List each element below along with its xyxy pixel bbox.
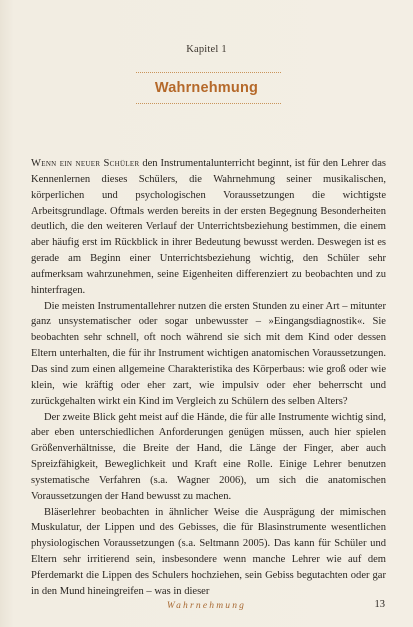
body-text: [31, 156, 386, 600]
title-rule-bottom: [136, 103, 281, 104]
title-rule-top: [136, 72, 281, 73]
page-number: 13: [374, 599, 385, 610]
chapter-title: Wahrnehmung: [154, 80, 259, 96]
paragraph-lead-in: Wenn ein neuer Schüler: [31, 158, 140, 169]
running-footer-title: Wahrnehmung: [166, 601, 247, 611]
paragraph-4: Bläserlehrer beobachten in ähnlicher Weise die Ausprägung der mimischen Muskulatur, der Lippen und des Gebisses, die für Blasinstrumente wesentlichen physiologischen Voraussetzungen (s.a. Seltmann 2005). Das kann für Schüler und Eltern sehr irritierend sein, insbesondere wenn manche Lehrer wie auf dem Pferdemarkt die Lippen des Schulers hochziehen, sein Gebiss begutachten oder gar in den Mund hineingreifen – was in dieser: [31, 506, 386, 597]
paragraph-2: Die meisten Instrumentallehrer nutzen die ersten Stunden zu einer Art – mitunter ganz unsystematischer oder sogar unbewusster – »Eingangsdiagnostik«. Sie beobachten sehr schnell, oft noch während sie sich mit dem Kind oder dessen Eltern unterhalten, die für ihr Instrument wichtigen anatomischen Voraussetzungen. Das sind zum einen allgemeine Charakteristika des Körperbaus: wie groß oder wie klein, wie kräftig oder eher zart, wie impulsiv oder eher beherrscht und zurückgehalten wirkt ein Kind im Vergleich zu Schülern des selben Alters?: [31, 300, 386, 407]
paragraph-3: Der zweite Blick geht meist auf die Hände, die für alle Instrumente wichtig sind, aber eben unterschiedlichen Anforderungen genügen müssen, auch hier spielen Größenverhältnisse, die Breite der Hand, die Länge der Finger, aber auch Spreizfähigkeit, Beweglichkeit und Kraft eine Rolle. Einige Lehrer benutzen systematische Verfahren (s.a. Wagner 2006), um sich die anatomischen Voraussetzungen der Hand bewusst zu machen.: [31, 411, 386, 502]
paragraph-1-text: den Instrumentalunterricht beginnt, ist für den Lehrer das Kennenlernen dieses Schülers, die Wahrnehmung seiner musikalischen, körperlichen und psychologischen Voraussetzungen die wichtigste Arbeitsgrundlage. Oftmals werden bereits in der ersten Begegnung Besonderheiten deutlich, die den weiteren Verlauf der Unterrichtsbeziehung bestimmen, die einem aber häufig erst im Rückblick in ihrer Bedeutung bewusst werden. Deswegen ist es gerade am Beginn einer Unterrichtsbeziehung wichtig, den Schüler sehr aufmerksam wahrzunehmen, seine Eigenheiten differenziert zu beobachten und zu hinterfragen.: [31, 158, 386, 296]
paragraph-1: [31, 156, 386, 299]
chapter-label: Kapitel 1: [186, 44, 227, 55]
